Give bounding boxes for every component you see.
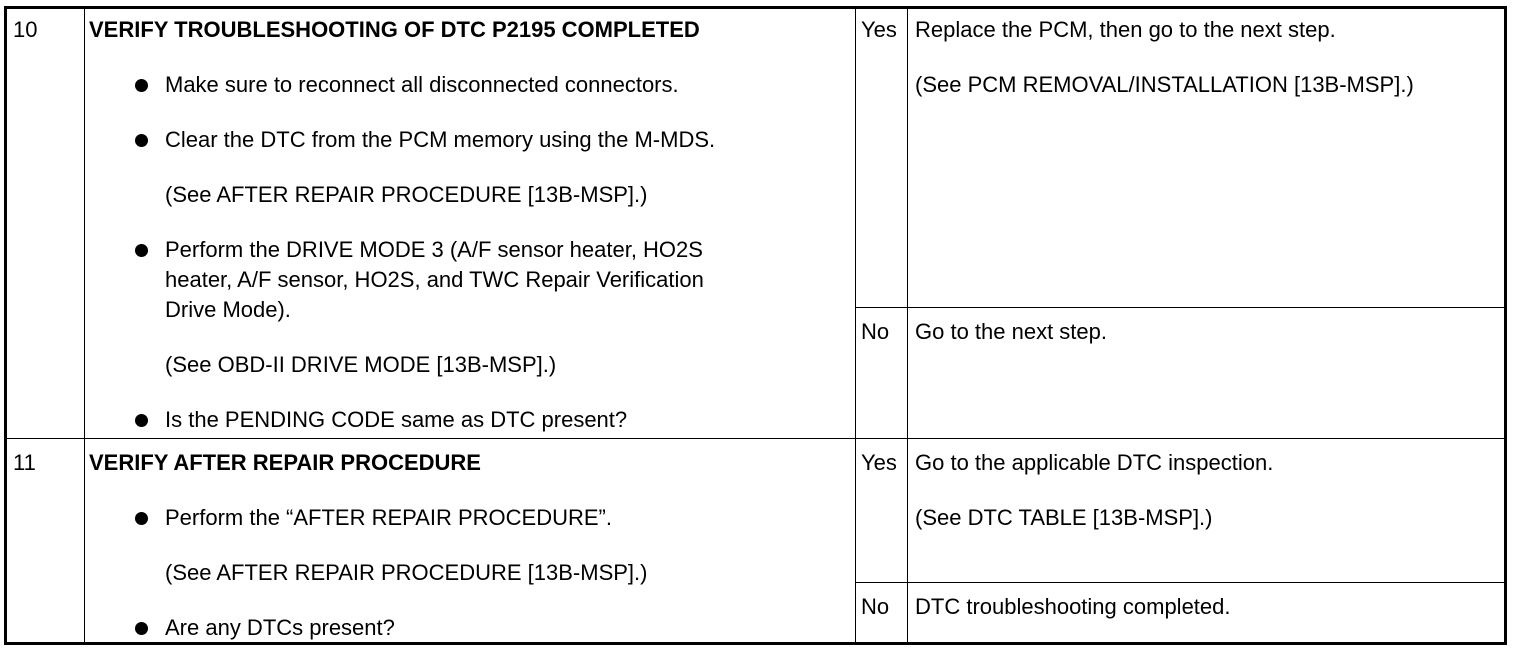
answer-yes: Yes xyxy=(861,450,897,475)
step-items xyxy=(89,439,849,642)
row-divider xyxy=(855,582,1504,583)
result-text: DTC troubleshooting completed. xyxy=(915,594,1231,619)
step-items xyxy=(89,9,849,438)
result-text: Go to the next step. xyxy=(915,319,1108,344)
list-item: Clear the DTC from the PCM memory using the M-MDS. xyxy=(165,127,716,152)
column-divider xyxy=(907,9,908,642)
list-item: Make sure to reconnect all disconnected connectors. xyxy=(165,72,679,97)
step-title: VERIFY TROUBLESHOOTING OF DTC P2195 COMPLETED xyxy=(89,17,700,42)
list-item: Is the PENDING CODE same as DTC present? xyxy=(165,407,628,432)
reference-text: (See AFTER REPAIR PROCEDURE [13B-MSP].) xyxy=(165,560,648,585)
bullet-icon xyxy=(135,622,148,635)
list-item-line: Drive Mode). xyxy=(165,297,291,322)
list-item-line: Perform the DRIVE MODE 3 (A/F sensor heater, HO2S xyxy=(165,237,703,262)
bullet-icon xyxy=(135,512,148,525)
result-text: Replace the PCM, then go to the next step. xyxy=(915,17,1336,42)
step-number: 11 xyxy=(13,450,36,475)
result-text: Go to the applicable DTC inspection. xyxy=(915,450,1274,475)
bullet-icon xyxy=(135,79,148,92)
answer-no: No xyxy=(861,594,890,619)
answer-yes: Yes xyxy=(861,17,897,42)
list-item-line: heater, A/F sensor, HO2S, and TWC Repair Verification xyxy=(165,267,704,292)
list-item: Are any DTCs present? xyxy=(165,615,395,640)
reference-text: (See OBD-II DRIVE MODE [13B-MSP].) xyxy=(165,352,557,377)
bullet-icon xyxy=(135,244,148,257)
column-divider xyxy=(84,9,85,642)
step-title: VERIFY AFTER REPAIR PROCEDURE xyxy=(89,450,481,475)
troubleshooting-table xyxy=(4,6,1507,645)
answer-no: No xyxy=(861,319,890,344)
list-item: Perform the “AFTER REPAIR PROCEDURE”. xyxy=(165,505,612,530)
step-number: 10 xyxy=(13,17,38,42)
bullet-icon xyxy=(135,414,148,427)
column-divider xyxy=(855,9,856,642)
bullet-icon xyxy=(135,134,148,147)
reference-text: (See AFTER REPAIR PROCEDURE [13B-MSP].) xyxy=(165,182,648,207)
row-divider xyxy=(855,307,1504,308)
result-reference: (See PCM REMOVAL/INSTALLATION [13B-MSP].) xyxy=(915,72,1414,97)
list-item xyxy=(165,235,805,325)
result-reference: (See DTC TABLE [13B-MSP].) xyxy=(915,505,1213,530)
